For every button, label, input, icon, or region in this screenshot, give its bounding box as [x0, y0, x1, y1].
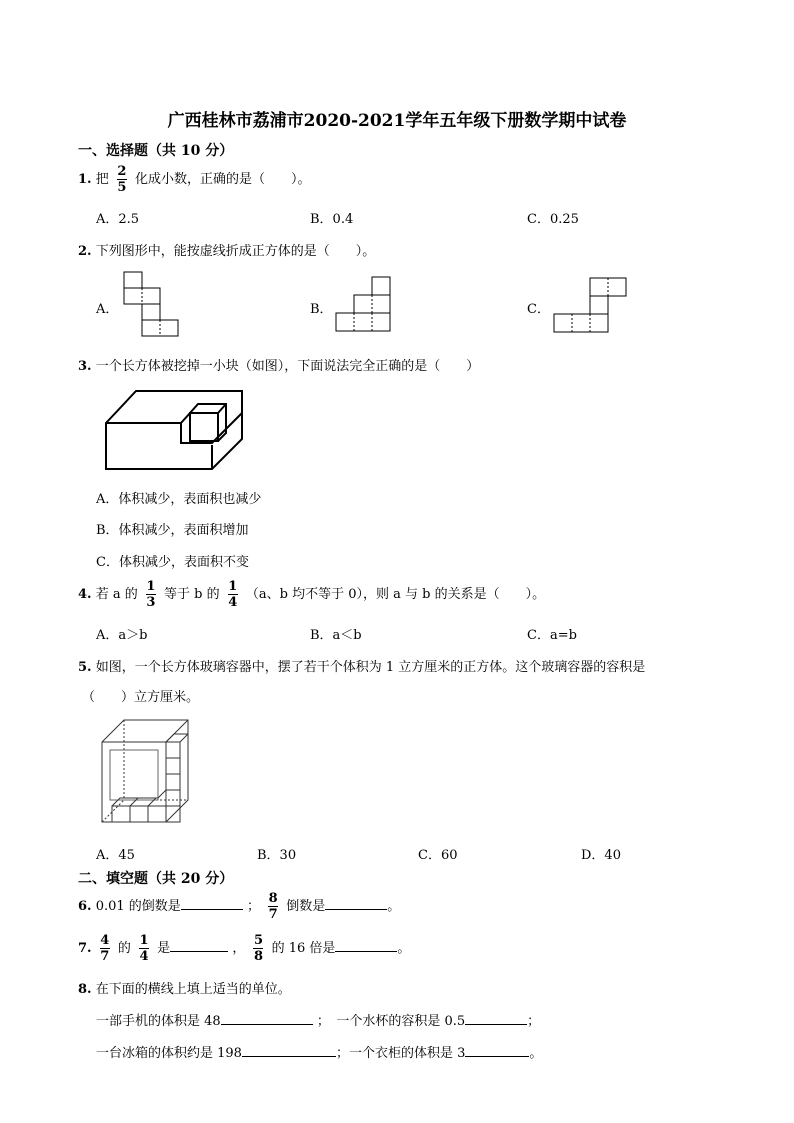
fraction: $\frac{1}{4}$ [139, 933, 149, 964]
question-number: 4. [78, 587, 92, 602]
page-title: 广西桂林市荔浦市2020-2021学年五年级下册数学期中试卷 [167, 111, 627, 131]
option-b: B． [310, 302, 333, 317]
question-2 [78, 240, 375, 259]
section-heading-choice: 一、选择题（共 10 分） [78, 143, 234, 159]
option-b: B．a＜b [310, 628, 362, 643]
question-7 [78, 932, 410, 966]
question-text: 把 [95, 172, 109, 187]
answer-blank[interactable] [181, 895, 243, 910]
cube-net-c-figure [554, 278, 628, 334]
question-5-line-2: （ ）立方厘米。 [82, 690, 200, 705]
question-text: 下列图形中，能按虚线折成正方体的是（ ）。 [95, 244, 376, 259]
option-a: A．体积减少，表面积也减少 [96, 492, 262, 507]
punctuation: 。 [397, 941, 411, 956]
answer-blank[interactable] [465, 1042, 529, 1057]
question-number: 2. [78, 244, 92, 259]
question-text: 在下面的横线上填上适当的单位。 [95, 982, 291, 997]
option-d: D．40 [581, 848, 621, 863]
question-text: 一个长方体被挖掉一小块（如图），下面说法完全正确的是（ ） [95, 359, 480, 374]
fraction: $\frac{5}{8}$ [253, 933, 263, 964]
question-5 [78, 656, 645, 675]
question-text: 的 16 倍是 [271, 941, 336, 956]
option-c: C．体积减少，表面积不变 [96, 555, 249, 570]
answer-blank[interactable] [221, 1010, 313, 1025]
question-text: 等于 b 的 [164, 587, 220, 602]
question-6 [78, 891, 400, 923]
punctuation: 。 [529, 1046, 543, 1061]
question-8-line-1 [96, 1010, 540, 1029]
option-a: A．a＞b [96, 628, 148, 643]
question-3 [78, 355, 479, 374]
section-heading-fill-in: 二、填空题（共 20 分） [78, 871, 234, 887]
question-text: （a、b 均不等于 0），则 a 与 b 的关系是（ ）。 [245, 587, 546, 602]
question-text: 一部手机的体积是 48 [96, 1014, 221, 1029]
cube-net-a-figure [124, 272, 180, 338]
answer-blank[interactable] [170, 937, 228, 952]
question-text: 若 a 的 [95, 587, 138, 602]
option-c: C． [527, 302, 550, 317]
question-8 [78, 978, 291, 997]
punctuation: 。 [387, 899, 401, 914]
fraction: $\frac{4}{7}$ [100, 933, 110, 964]
option-b: B．体积减少，表面积增加 [96, 523, 249, 538]
fraction: $\frac{1}{4}$ [228, 579, 238, 610]
answer-blank[interactable] [325, 895, 387, 910]
question-8-line-2 [96, 1042, 542, 1061]
question-text: 的 [117, 941, 131, 956]
question-4 [78, 578, 545, 612]
answer-blank[interactable] [465, 1010, 527, 1025]
option-a: A．2.5 [96, 212, 140, 227]
question-text: 0.01 的倒数是 [95, 899, 181, 914]
separator: ， [232, 941, 246, 956]
cube-net-b-figure [336, 277, 392, 333]
option-b: B．0.4 [310, 212, 354, 227]
question-number: 1. [78, 172, 92, 187]
question-text: ； 一个水杯的容积是 0.5 [316, 1014, 466, 1029]
cuboid-cutout-figure [106, 391, 246, 471]
question-text: 化成小数，正确的是（ ）。 [135, 172, 311, 187]
fraction: $\frac{8}{7}$ [268, 891, 278, 922]
glass-container-cubes-figure [102, 720, 192, 824]
option-a: A． [96, 302, 119, 317]
answer-blank[interactable] [335, 937, 397, 952]
option-a: A．45 [96, 848, 135, 863]
question-text: 如图，一个长方体玻璃容器中，摆了若干个体积为 1 立方厘米的正方体。这个玻璃容器的容积是 [95, 660, 646, 675]
punctuation: ； [527, 1014, 541, 1029]
option-c: C．a=b [527, 628, 577, 643]
question-text: ；一个衣柜的体积是 3 [335, 1046, 466, 1061]
question-number: 3. [78, 359, 92, 374]
separator: ； [246, 899, 260, 914]
option-c: C．60 [418, 848, 458, 863]
option-c: C．0.25 [527, 212, 579, 227]
question-text: 倒数是 [286, 899, 326, 914]
option-b: B．30 [257, 848, 297, 863]
answer-blank[interactable] [242, 1042, 336, 1057]
question-text: 是 [157, 941, 171, 956]
question-text: 一台冰箱的体积约是 198 [96, 1046, 242, 1061]
fraction: $\frac{1}{3}$ [146, 579, 156, 610]
question-1 [78, 165, 311, 195]
question-number: 5. [78, 660, 92, 675]
fraction: $\frac{2}{5}$ [117, 164, 127, 195]
question-number: 7. [78, 941, 92, 956]
question-number: 6. [78, 899, 92, 914]
question-number: 8. [78, 982, 92, 997]
